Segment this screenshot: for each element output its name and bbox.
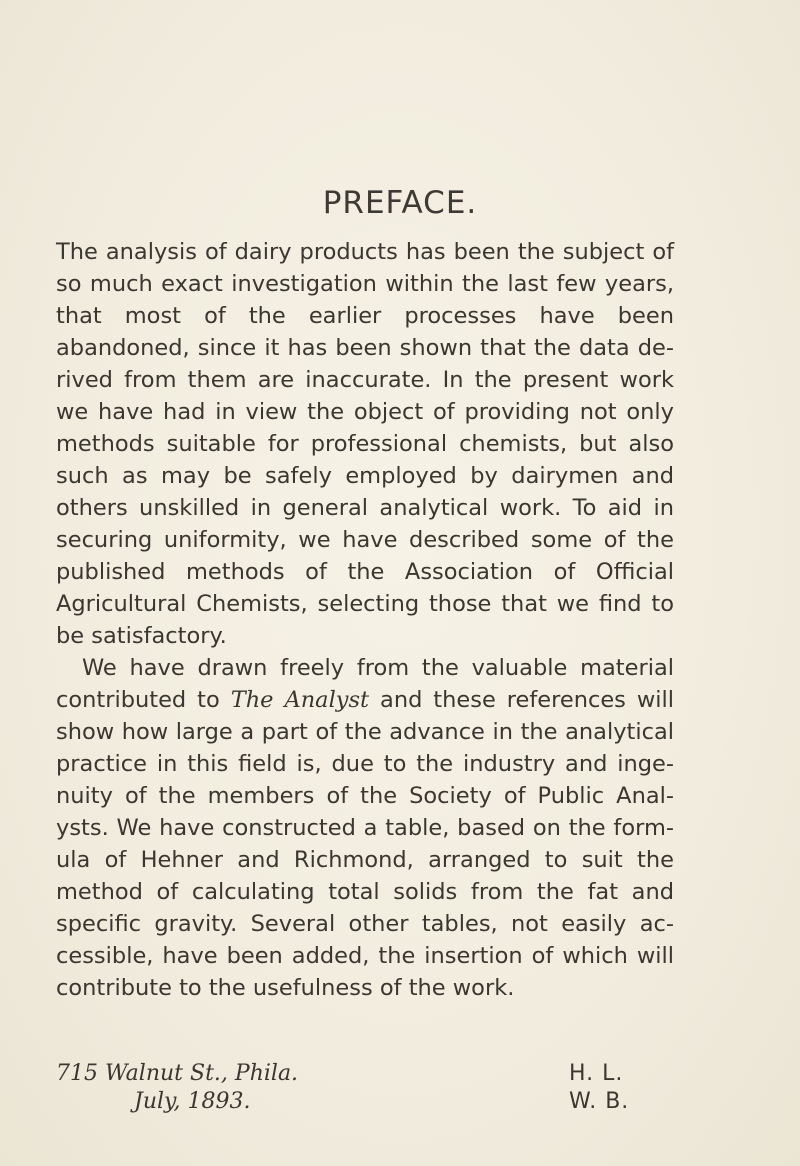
signoff-row-2 xyxy=(56,1088,674,1116)
page-title: PREFACE. xyxy=(322,185,478,221)
preface-paragraph-1: The analysis of dairy products has been the subject of so much exact investigation within the last few years, that most of the earlier processes have been abandoned, since it has been shown that the data derived from them are inaccurate. In the present work we have had in view the object of providing not only methods suitable for professional chemists, but also such as may be safely employed by dairymen and others unskilled in general analytical work. To aid in securing uniformity, we have described some of the published methods of the Association of Official Agricultural Chemists, selecting those that we find to be satisfactory. xyxy=(56,239,674,649)
signoff-block xyxy=(56,1060,674,1116)
signoff-row-1 xyxy=(56,1060,674,1088)
preface-paragraph-2 xyxy=(56,652,674,1004)
paragraph-2-after: and these references will show how large a part of the advance in the analytical practice in this field is, due to the industry and ingenuity of the members of the Society of Public Analysts. We have constructed a table, based on the formula of Hehner and Richmond, arranged to suit the method of calculating total solids from the fat and specific gravity. Several other tables, not easily accessible, have been added, the insertion of which will contribute to the usefulness of the work. xyxy=(56,687,674,1001)
preface-body xyxy=(56,236,674,1004)
signoff-initials-1: H. L. xyxy=(569,1061,624,1086)
journal-title: The Analyst xyxy=(230,687,370,713)
paragraph-2-before: We have drawn freely from the valuable material contributed to xyxy=(56,655,674,713)
signoff-initials-2: W. B. xyxy=(569,1089,630,1114)
signoff-address: 715 Walnut St., Phila. xyxy=(56,1061,299,1086)
signoff-date: July, 1893. xyxy=(134,1089,251,1114)
